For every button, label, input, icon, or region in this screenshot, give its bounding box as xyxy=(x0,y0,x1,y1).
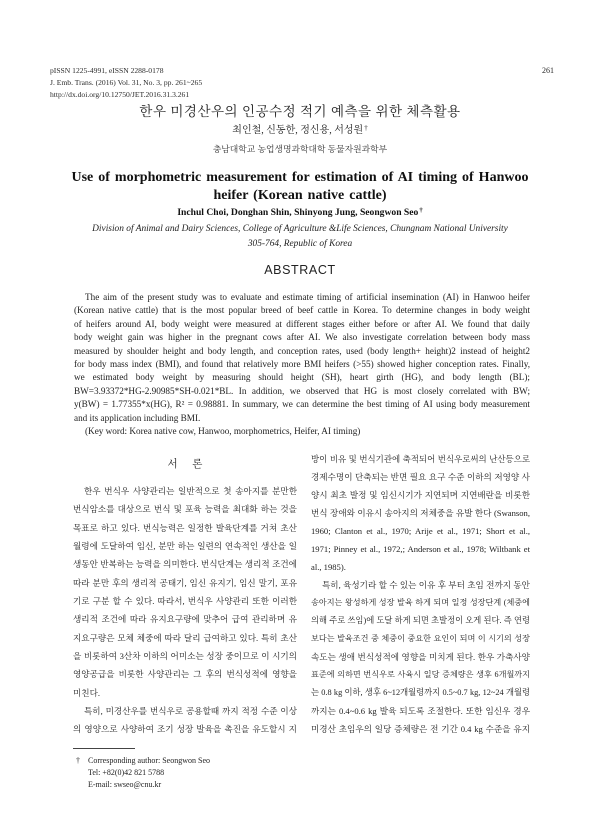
english-authors xyxy=(50,206,550,220)
body-line: 는 0.8 kg 이하, 생후 6~12개월령까지 0.5~0.7 kg, 12~24 개월령 xyxy=(311,688,530,697)
english-title-line: heifer (Korean native cattle) xyxy=(213,188,387,203)
abstract-line: (Korean native cattle) that is the most popular breed of beef cattle in Korea. To determine changes in body weight xyxy=(74,305,530,316)
corresponding-author-mark: † xyxy=(364,123,368,132)
doi-link[interactable]: http://dx.doi.org/10.12750/JET.2016.31.3.261 xyxy=(50,90,190,99)
section-heading-introduction: 서 론 xyxy=(167,459,203,470)
citation-line: J. Emb. Trans. (2016) Vol. 31, No. 3, pp. 261~265 xyxy=(50,78,203,87)
right-column xyxy=(311,450,530,738)
abstract-keywords: (Key word: Korea native cow, Hanwoo, morphometrics, Heifer, AI timing) xyxy=(85,426,361,437)
abstract-heading: ABSTRACT xyxy=(264,263,336,277)
abstract-line: body weight gain was higher in the pregnant cows after AI. We also investigate correlation between body mass xyxy=(74,332,530,343)
body-line: 생동안 반복하는 능력을 의미한다. 번식단계는 생리적 조건에 xyxy=(73,559,297,570)
body-line: al., 1985). xyxy=(311,562,346,572)
abstract-line: of heifers around AI, body weight were measured at different stages either before or after AI. We found that daily xyxy=(74,318,530,329)
body-line: 지요구량은 모체 체중에 따라 달리 급여하고 있다. 특히 초산 xyxy=(73,632,297,643)
body-line: 월령에 도달하여 임신, 분만 하는 일련의 연속적인 생산을 일 xyxy=(73,541,297,552)
body-line: 특히, 미경산우를 번식우로 공용할때 까지 적정 수준 이상 xyxy=(84,706,297,717)
abstract-line: measured by shoulder height and body length, and conception rates, used (body length+ height)2 instead of height2 xyxy=(74,345,530,356)
body-line: 생리적 조건에 따라 유지요구량에 맞추어 급여 관리하며 유 xyxy=(73,614,297,625)
english-title xyxy=(50,169,550,205)
body-line: 목표로 하고 있다. 번식능력은 일정한 발육단계를 거쳐 초산 xyxy=(73,522,297,533)
body-line: 송아지는 왕성하게 성장 발육 하게 되며 일정 성장단계 (체중에 xyxy=(311,598,530,607)
body-line: 경제수명이 단축되는 반면 필요 요구 수준 이하의 저영양 사 xyxy=(311,472,530,482)
english-author-names: Inchul Choi, Donghan Shin, Shinyong Jung, Seongwon Seo xyxy=(177,207,419,218)
affiliation-line: 305-764, Republic of Korea xyxy=(247,239,353,249)
body-line: 기로 구분 할 수 있다. 따라서, 번식우 사양관리 또한 이러한 xyxy=(73,596,297,607)
abstract-line: y(BW) = 1.77355*x(HG), R² = 0.98881. In summary, we can determine the best timing of AI using body measurement xyxy=(74,399,530,410)
body-line: 속도는 생애 번식성적에 영향을 미치게 된다. 한우 가축사양 xyxy=(311,652,530,662)
corresponding-author-line xyxy=(76,755,336,767)
abstract-line: and its application including BMI. xyxy=(74,412,201,423)
english-affiliation xyxy=(50,222,550,252)
body-line: 방이 비유 및 번식기관에 축적되어 번식우로써의 난산등으로 xyxy=(311,454,530,464)
body-line: 까지는 0.4~0.6 kg 발육 되도록 조절한다. 또한 임신우 경우 xyxy=(311,706,530,716)
email-link[interactable]: E-mail: swseo@cnu.kr xyxy=(88,780,162,789)
page-number: 261 xyxy=(542,66,554,75)
body-line: 보다는 발육조건 중 체중이 중요한 요인이 되며 이 시기의 성장 xyxy=(311,634,530,643)
abstract-body xyxy=(74,291,530,438)
korean-affiliation: 충남대학교 농업생명과학대학 동물자원과학부 xyxy=(212,144,388,154)
body-line: 양시 최초 발정 및 임신시기가 지연되며 지연배란을 비롯한 xyxy=(311,490,530,500)
abstract-line: we estimated body weight by measuring should height (SH), heart girth (HG), and body length (BL); xyxy=(74,372,530,383)
footnote-divider xyxy=(73,748,135,749)
english-title-line: Use of morphometric measurement for estimation of AI timing of Hanwoo xyxy=(71,170,529,185)
body-line: 특히, 육성기라 할 수 있는 이유 후 부터 초임 전까지 동안 xyxy=(322,580,530,590)
body-line: 의해 주로 쓰임)에 도달 하게 되면 초발정이 오게 된다. 즉 연령 xyxy=(311,616,530,625)
korean-title: 한우 미경산우의 인공수정 적기 예측을 위한 체측활용 xyxy=(139,104,461,119)
body-line: 번식 장애와 이유시 송아지의 저체중을 유발 한다 (Swanson, xyxy=(311,508,530,518)
body-line: 표준에 의하면 번식우로 사육시 일당 증체량은 생후 6개월까지 xyxy=(311,670,530,679)
body-line: 따라 분만 후의 생리적 공태기, 임신 유지기, 임신 말기, 포유 xyxy=(73,577,297,588)
body-line: 미친다. xyxy=(73,687,101,698)
abstract-line: BW=3.93372*HG-2.90985*SH-0.021*BL. In addition, we observed that HG is most closely correlated with BW; xyxy=(74,385,530,396)
telephone: Tel: +82(0)42 821 5788 xyxy=(88,768,165,777)
affiliation-line: Division of Animal and Dairy Sciences, College of Agriculture &Life Sciences, Chungnam National University xyxy=(92,224,508,234)
body-line: 한우 번식우 사양관리는 일반적으로 첫 송아지를 분만한 xyxy=(84,486,297,496)
body-line: 영양공급을 비롯한 사양관리는 그 후의 번식성적에 영향을 xyxy=(73,669,297,680)
body-line: 1960; Clanton et al., 1970; Arije et al., 1971; Short et al., xyxy=(311,526,530,536)
body-line: 의 영양으로 사양하여 조기 성장 발육을 촉진을 유도할시 지 xyxy=(73,724,297,735)
body-line: 번식암소를 대상으로 번식 및 포육 능력을 최대화 하는 것을 xyxy=(73,504,297,515)
journal-header xyxy=(50,65,350,101)
body-line: 을 비롯하여 3산차 이하의 어미소는 성장 중이므로 이 시기의 xyxy=(73,651,297,662)
body-line: 미경산 초임우의 일당 증체량은 전 기간 0.4 kg 수준을 유지 xyxy=(311,724,530,734)
abstract-line: for body mass index (BMI), and found that relatively more BMI heifers (>55) showed higher conception rates. Finally, xyxy=(74,359,530,370)
issn-line: pISSN 1225-4991, eISSN 2288-0178 xyxy=(50,66,164,75)
body-line: 1971; Pinney et al., 1972,; Anderson et al., 1978; Wiltbank et xyxy=(311,544,530,554)
korean-author-names: 최인철, 신동한, 정신용, 서성원 xyxy=(232,125,364,136)
footnote-mark: † xyxy=(76,756,80,765)
abstract-line: The aim of the present study was to evaluate and estimate timing of artificial insemination (AI) in Hanwoo heifer xyxy=(85,292,530,302)
footnote xyxy=(76,755,336,791)
korean-authors xyxy=(0,124,600,138)
left-column xyxy=(73,482,297,739)
corresponding-author: Corresponding author: Seongwon Seo xyxy=(88,756,210,765)
corresponding-author-mark: † xyxy=(419,206,423,214)
